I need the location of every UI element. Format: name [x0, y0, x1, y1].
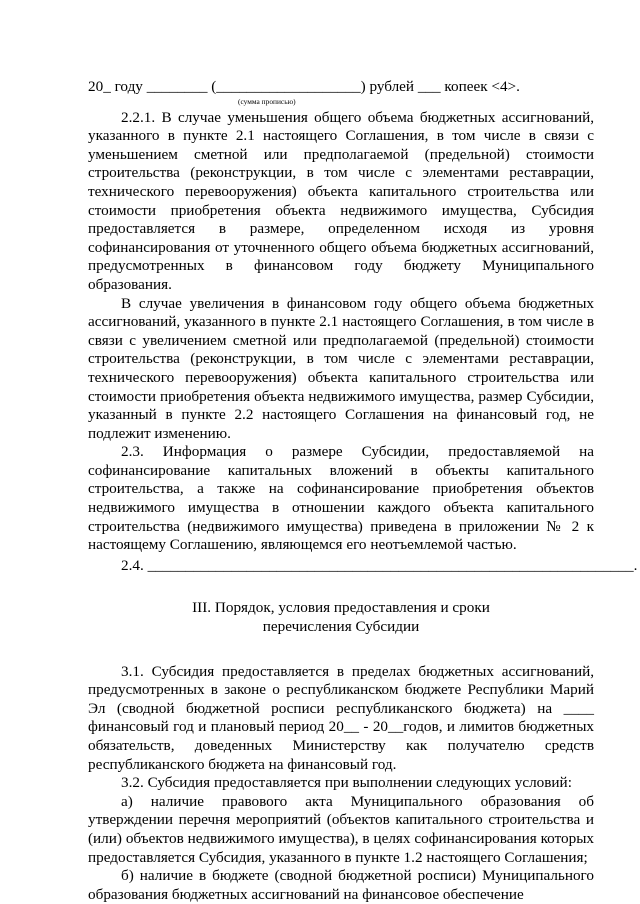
paragraph-3-2-b: б) наличие в бюджете (сводной бюджетной росписи) Муниципального образования бюджетных ассигнований на финансовое обеспечение: [88, 867, 594, 903]
paragraph-3-2-a: а) наличие правового акта Муниципального образования об утверждении перечня мероприятий (объектов капитального строительства и (или) объектов недвижимого имущества), в целях софинансирования которых предоставляется Субсидия, указанного в пункте 1.2 настоящего Соглашения;: [88, 792, 594, 866]
amount-line: 20_ году ________ (___________________) рублей ___ копеек <4>.: [88, 78, 520, 95]
paragraph-increase: В случае увеличения в финансовом году общего объема бюджетных ассигнований, указанного в пункте 2.1 настоящего Соглашения, в том числе в связи с увеличением сметной или предполагаемой (предельной) стоимости строительства (реконструкции, в том числе с элементами реставрации, технического перевооружения) объекта капитального строительства или стоимости приобретения объекта недвижимого имущества, размер Субсидии, указанный в пункте 2.2 настоящего Соглашения на финансовый год, не подлежит изменению.: [88, 294, 594, 442]
section-heading: [88, 599, 594, 636]
paragraph-2-2-1: 2.2.1. В случае уменьшения общего объема бюджетных ассигнований, указанного в пункте 2.1 настоящего Соглашения, в том числе в связи с уменьшением сметной или предполагаемой (предельной) стоимости строительства (реконструкции, в том числе с элементами реставрации, технического перевооружения) объекта капитального строительства или стоимости приобретения объекта недвижимого имущества, Субсидия предоставляется в размере, определенном исходя из уровня софинансирования от уточненного общего объема бюджетных ассигнований, предусмотренных в финансовом году бюджету Муниципального образования.: [88, 108, 594, 293]
paragraph-3-2: 3.2. Субсидия предоставляется при выполнении следующих условий:: [121, 774, 572, 792]
section-heading-line-1: III. Порядок, условия предоставления и сроки: [192, 599, 490, 617]
paragraph-2-3: 2.3. Информация о размере Субсидии, предоставляемой на софинансирование капитальных вложений в объекты капитального строительства, а также на софинансирование приобретения объектов недвижимого имущества в отношении каждого объекта капитального строительства (недвижимого имущества) приведена в приложении № 2 к настоящему Соглашению, являющемся его неотъемлемой частью.: [88, 443, 594, 554]
section-heading-line-2: перечисления Субсидии: [262, 618, 420, 636]
amount-caption: (сумма прописью): [238, 96, 296, 106]
paragraph-2-4: 2.4. ________________________________________________________________.: [121, 556, 638, 574]
paragraph-3-1: 3.1. Субсидия предоставляется в пределах бюджетных ассигнований, предусмотренных в законе о республиканском бюджете Республики Марий Эл (сводной бюджетной росписи республиканского бюджета) на ____ финансовый год и плановый период 20__ - 20__годов, и лимитов бюджетных обязательств, доведенных Министерству как получателю средств республиканского бюджета на финансовый год.: [88, 662, 594, 773]
